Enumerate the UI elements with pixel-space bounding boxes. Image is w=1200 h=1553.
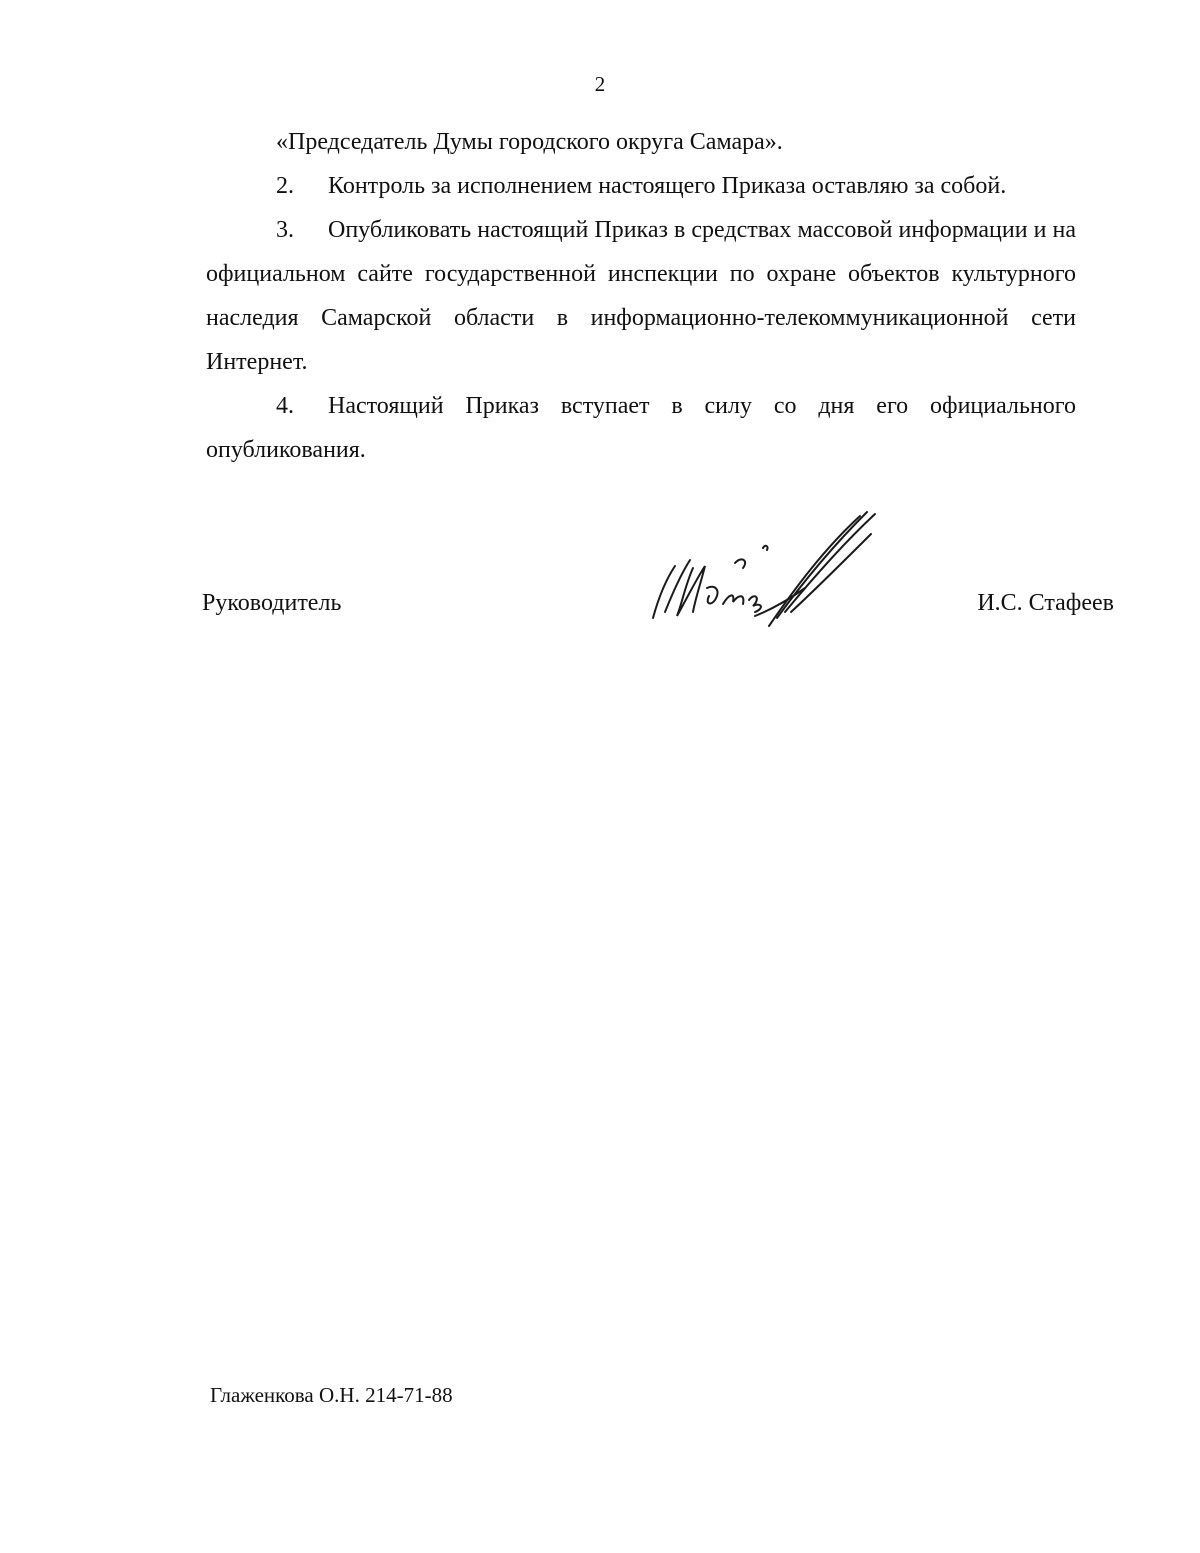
paragraph-text: Опубликовать настоящий Приказ в средствах массовой информации и на официальном сайте государственной инспекции по охране объектов культурного наследия Самарской области в информационно-телекоммуникационной сети Интернет. xyxy=(206,217,1076,375)
paragraph-text: Настоящий Приказ вступает в силу со дня его официального опубликования. xyxy=(206,393,1076,463)
paragraph-text: Контроль за исполнением настоящего Приказа оставляю за собой. xyxy=(328,173,1007,199)
executor-contact: Глаженкова О.Н. 214-71-88 xyxy=(210,1383,453,1407)
signatory-name: И.С. Стафеев xyxy=(977,590,1114,616)
document-body xyxy=(206,120,1076,472)
paragraph-2 xyxy=(206,164,1076,208)
paragraph-number: 4. xyxy=(276,393,294,419)
paragraph-4 xyxy=(206,384,1076,472)
paragraph-continuation: «Председатель Думы городского округа Самара». xyxy=(276,129,783,155)
signatory-title: Руководитель xyxy=(202,590,342,616)
page-number: 2 xyxy=(594,72,606,96)
handwritten-signature xyxy=(645,508,880,633)
paragraph-number: 2. xyxy=(276,173,294,199)
paragraph-number: 3. xyxy=(276,217,294,243)
paragraph-3 xyxy=(206,208,1076,384)
